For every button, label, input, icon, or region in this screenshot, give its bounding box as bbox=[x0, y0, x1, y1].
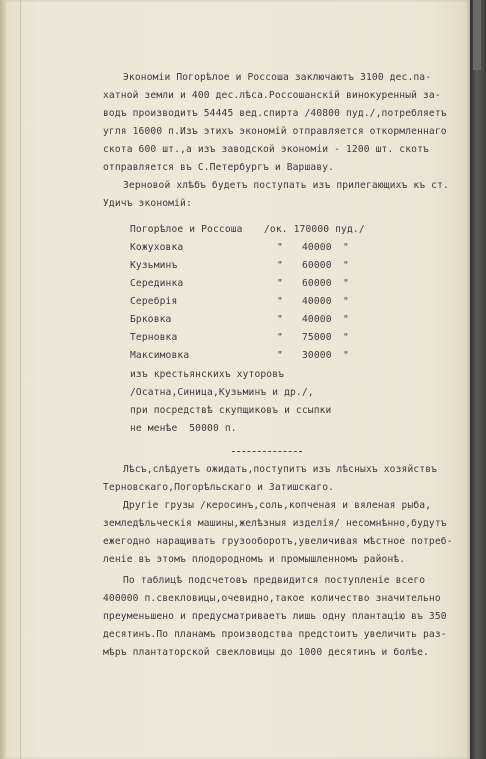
text-line: хатной земли и 400 дес.лѣса.Россошанскiй винокуренный за- bbox=[103, 90, 441, 101]
text-line: скота 600 шт.,а изъ заводской экономiи - 1200 шт. скотъ bbox=[103, 144, 429, 155]
ditto-mark: " bbox=[277, 278, 283, 289]
folder-edge bbox=[470, 0, 486, 759]
grain-list-item: Погорѣлое и Россоша bbox=[130, 224, 243, 235]
ditto-mark: " bbox=[343, 260, 349, 271]
dashed-separator bbox=[232, 451, 302, 452]
text-line: ленiе въ этомъ плодородномъ и промышленномъ районѣ. bbox=[103, 554, 406, 565]
text-line: изъ крестьянскихъ хуторовъ bbox=[130, 369, 285, 380]
ditto-mark: " bbox=[343, 350, 349, 361]
grain-list-item: Брковка bbox=[130, 314, 172, 325]
grain-list-amount: 40000 bbox=[302, 314, 332, 325]
text-line: /Осатна,Синица,Кузьминъ и др./, bbox=[130, 387, 314, 398]
grain-list-amount: 30000 bbox=[302, 350, 332, 361]
ditto-mark: " bbox=[277, 242, 283, 253]
ditto-mark: " bbox=[277, 332, 283, 343]
grain-list-amount: 60000 bbox=[302, 260, 332, 271]
text-line: 400000 п.свекловицы,очевидно,такое количество значительно bbox=[103, 593, 441, 604]
text-line: угля 16000 п.Изъ этихъ экономiй отправляется откормленнаго bbox=[103, 126, 447, 137]
grain-list-amount: 75000 bbox=[302, 332, 332, 343]
ditto-mark: " bbox=[343, 332, 349, 343]
text-line: мѣръ плантаторской свекловицы до 1000 десятинъ и болѣе. bbox=[103, 647, 429, 658]
text-line: не менѣе 50000 п. bbox=[130, 423, 237, 434]
text-line: Экономiи Погорѣлое и Россоша заключаютъ 3100 дес.па- bbox=[123, 72, 432, 83]
text-line: Другiе грузы /керосинъ,соль,копченая и вяленая рыба, bbox=[123, 500, 432, 511]
text-line: при посредствѣ скупщиковъ и ссыпки bbox=[130, 405, 332, 416]
grain-list-item: Кузьминъ bbox=[130, 260, 178, 271]
text-line: Зерновой хлѣбъ будетъ поступать изъ прилегающихъ къ ст. bbox=[123, 180, 449, 191]
folder-edge-tab bbox=[473, 0, 481, 70]
ditto-mark: " bbox=[277, 350, 283, 361]
grain-list-amount: /ок. 170000 пуд./ bbox=[264, 224, 365, 235]
grain-list-item: Максимовка bbox=[130, 350, 190, 361]
text-line: десятинъ.По планамъ производства предстоитъ увеличить раз- bbox=[103, 629, 447, 640]
ditto-mark: " bbox=[343, 242, 349, 253]
text-line: отправляется въ С.Петербургъ и Варшаву. bbox=[103, 162, 335, 173]
text-line: водъ производитъ 54445 вед.спирта /40800 пуд./,потребляетъ bbox=[103, 108, 447, 119]
text-line: Удичъ экономiй: bbox=[103, 198, 192, 209]
grain-list-item: Терновка bbox=[130, 332, 178, 343]
grain-list-item: Кожуховка bbox=[130, 242, 184, 253]
text-line: Лѣсъ,слѣдуетъ ожидать,поступитъ изъ лѣсныхъ хозяйствъ bbox=[123, 464, 438, 475]
grain-list-amount: 40000 bbox=[302, 296, 332, 307]
ditto-mark: " bbox=[343, 296, 349, 307]
text-line: ежегодно наращивать грузооборотъ,увеличивая мѣстное потреб- bbox=[103, 536, 453, 547]
grain-list-item: Серебрiя bbox=[130, 296, 178, 307]
ditto-mark: " bbox=[277, 260, 283, 271]
text-line: преуменьшено и предусматриваетъ лишь одну плантацiю въ 350 bbox=[103, 611, 447, 622]
ditto-mark: " bbox=[343, 278, 349, 289]
ditto-mark: " bbox=[277, 296, 283, 307]
text-line: По таблицѣ подсчетовъ предвидится поступленiе всего bbox=[123, 575, 426, 586]
ditto-mark: " bbox=[343, 314, 349, 325]
grain-list-amount: 40000 bbox=[302, 242, 332, 253]
text-line: Терновскаго,Погорѣльскаго и Затишскаго. bbox=[103, 482, 335, 493]
ditto-mark: " bbox=[277, 314, 283, 325]
text-line: земледѣльческiя машины,желѣзныя изделiя/ несомнѣнно,будутъ bbox=[103, 518, 447, 529]
grain-list-item: Серединка bbox=[130, 278, 184, 289]
grain-list-amount: 60000 bbox=[302, 278, 332, 289]
